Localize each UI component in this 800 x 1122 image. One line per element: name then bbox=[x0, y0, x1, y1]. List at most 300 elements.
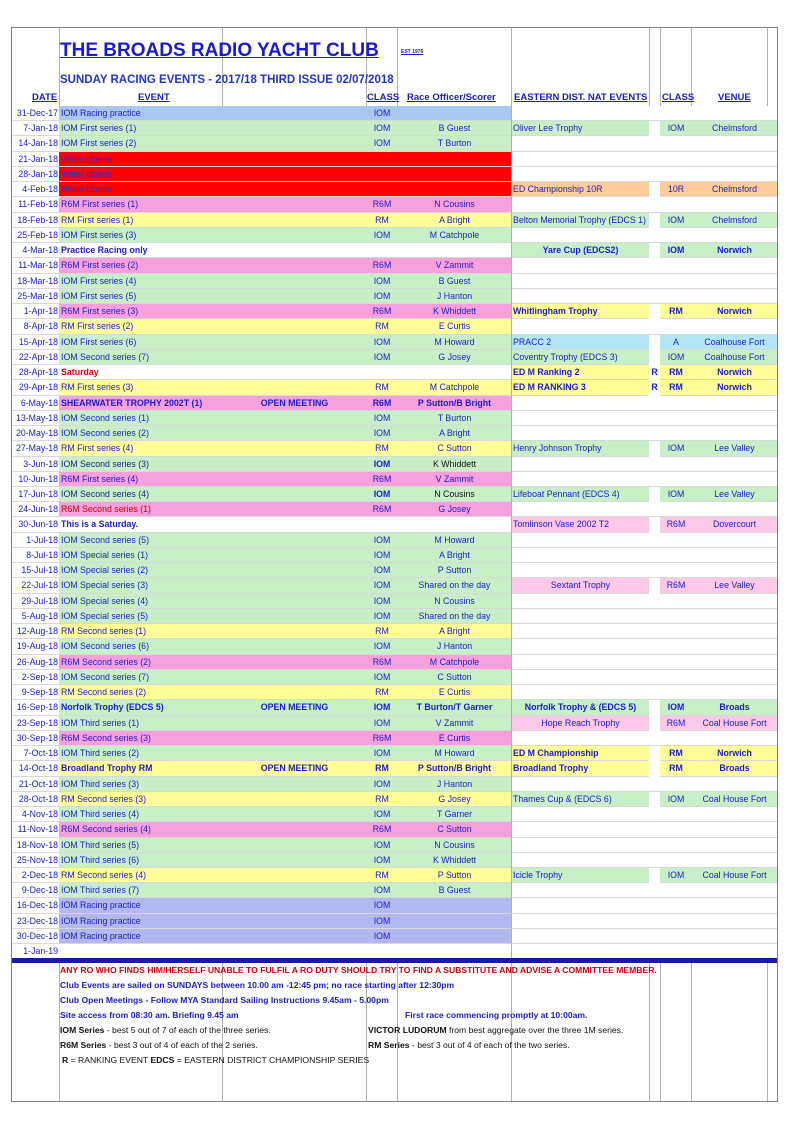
ed-class: IOM bbox=[667, 443, 685, 454]
ed-cell-background bbox=[512, 472, 777, 487]
race-officer: K Whiddett bbox=[432, 854, 477, 865]
eastern-district-event: Tomlinson Vase 2002 T2 bbox=[513, 519, 610, 530]
event-name: IOM Second series (1) bbox=[61, 412, 149, 423]
table-row bbox=[12, 213, 777, 228]
table-row bbox=[12, 274, 777, 289]
ed-cell-background bbox=[512, 533, 777, 548]
race-officer: M Howard bbox=[434, 534, 475, 545]
table-row bbox=[12, 396, 777, 411]
table-row bbox=[12, 670, 777, 685]
ed-venue: Lee Valley bbox=[714, 443, 755, 454]
event-date: 23-Dec-18 bbox=[16, 915, 58, 926]
table-row bbox=[12, 868, 777, 883]
event-date: 10-Jun-18 bbox=[18, 473, 58, 484]
event-date: 16-Sep-18 bbox=[16, 702, 58, 713]
table-row bbox=[12, 411, 777, 426]
table-row bbox=[12, 121, 777, 136]
sunday-note: Club Events are sailed on SUNDAYS between 10.00 am -12:45 pm; no race starting after 12:30pm bbox=[60, 980, 455, 990]
table-row bbox=[12, 746, 777, 761]
event-class: IOM bbox=[373, 580, 391, 591]
race-officer: Shared on the day bbox=[418, 580, 491, 591]
event-name: IOM Second series (7) bbox=[61, 351, 149, 362]
event-name: IOM Special series (2) bbox=[61, 565, 149, 576]
event-class: IOM bbox=[373, 412, 391, 423]
race-officer bbox=[398, 929, 511, 944]
site-access-note: Site access from 08:30 am. Briefing 9.45 am bbox=[60, 1010, 239, 1020]
event-class: R6M bbox=[372, 260, 392, 271]
ed-venue: Broads bbox=[719, 763, 750, 774]
ed-cell-background bbox=[512, 914, 777, 929]
event-class: IOM bbox=[373, 534, 391, 545]
ed-cell-background bbox=[512, 624, 777, 639]
ed-class: R6M bbox=[666, 717, 686, 728]
event-date: 28-Apr-18 bbox=[18, 367, 58, 378]
event-class bbox=[367, 152, 397, 167]
header-event: EVENT bbox=[138, 92, 170, 103]
ed-cell-background bbox=[512, 594, 777, 609]
race-officer: P Sutton/B Bright bbox=[417, 763, 492, 774]
event-class bbox=[367, 167, 397, 182]
event-date: 22-Apr-18 bbox=[18, 351, 58, 362]
table-row bbox=[12, 578, 777, 593]
separator-band bbox=[12, 958, 777, 963]
rank-cell-background bbox=[649, 517, 660, 532]
race-officer: P Sutton bbox=[437, 565, 472, 576]
event-name: R6M Second series (2) bbox=[61, 656, 151, 667]
header-eastern-district: EASTERN DIST. NAT EVENTS bbox=[514, 92, 648, 103]
ed-cell-background bbox=[512, 136, 777, 151]
event-date: 11-Feb-18 bbox=[18, 199, 58, 210]
table-row bbox=[12, 182, 777, 197]
event-name: IOM Third series (5) bbox=[61, 839, 140, 850]
rm-series-note: RM Series - best 3 out of 4 of each of the two series. bbox=[368, 1040, 570, 1050]
event-name: R6M First series (3) bbox=[61, 306, 139, 317]
event-class: R6M bbox=[372, 473, 392, 484]
first-race-note: First race commencing promptly at 10:00am. bbox=[405, 1010, 588, 1020]
eastern-district-event: ED M Ranking 2 bbox=[513, 367, 580, 378]
event-date: 8-Apr-18 bbox=[23, 321, 58, 332]
event-class: RM bbox=[375, 793, 389, 804]
race-officer: N Cousins bbox=[434, 199, 475, 210]
rank-cell-background bbox=[649, 213, 660, 228]
eastern-district-event: ED Championship 10R bbox=[513, 184, 603, 195]
race-officer: A Bright bbox=[439, 549, 470, 560]
ed-venue: Coal House Fort bbox=[702, 870, 767, 880]
event-date: 15-Apr-18 bbox=[18, 336, 58, 347]
ed-venue: Coalhouse Fort bbox=[704, 336, 765, 347]
event-class: IOM bbox=[373, 549, 391, 560]
event-date: 29-Jul-18 bbox=[21, 595, 58, 606]
ed-venue: Lee Valley bbox=[714, 580, 755, 591]
event-date: 9-Sep-18 bbox=[21, 687, 58, 698]
event-date: 4-Feb-18 bbox=[22, 184, 58, 195]
event-date: 21-Oct-18 bbox=[18, 778, 58, 789]
table-header bbox=[12, 91, 777, 106]
event-class: R6M bbox=[372, 656, 392, 667]
event-class: RM bbox=[375, 870, 389, 880]
event-date: 15-Jul-18 bbox=[21, 565, 58, 576]
ed-class: RM bbox=[669, 382, 683, 393]
table-row bbox=[12, 898, 777, 913]
ed-cell-background bbox=[512, 822, 777, 837]
event-name: IOM Third series (3) bbox=[61, 778, 140, 789]
race-officer: E Curtis bbox=[438, 321, 471, 332]
event-class: IOM bbox=[373, 123, 391, 134]
rank-cell-background bbox=[649, 121, 660, 136]
table-row bbox=[12, 548, 777, 563]
ed-cell-background bbox=[512, 274, 777, 289]
event-name: R6M First series (1) bbox=[61, 199, 139, 210]
event-date: 8-Jul-18 bbox=[26, 549, 58, 560]
rank-cell-background bbox=[649, 441, 660, 456]
event-name: Norfolk Trophy (EDCS 5) bbox=[61, 702, 164, 713]
rank-cell-background bbox=[649, 746, 660, 761]
race-officer: G Josey bbox=[438, 351, 471, 362]
ed-cell-background bbox=[512, 563, 777, 578]
header-class: CLASS bbox=[367, 92, 400, 103]
event-class: IOM bbox=[373, 915, 391, 926]
ed-venue: Lee Valley bbox=[714, 489, 755, 499]
event-name: This is a Saturday. bbox=[61, 519, 139, 530]
ed-cell-background bbox=[512, 457, 777, 472]
event-class: RM bbox=[375, 321, 389, 332]
event-date: 29-Apr-18 bbox=[18, 382, 58, 393]
ed-class: RM bbox=[669, 763, 683, 774]
event-class: R6M bbox=[372, 199, 392, 210]
table-row bbox=[12, 685, 777, 700]
ed-cell-background bbox=[512, 106, 777, 121]
ed-venue: Chelmsford bbox=[712, 214, 757, 225]
race-officer: A Bright bbox=[439, 214, 470, 225]
event-name: RM First series (4) bbox=[61, 443, 134, 454]
event-date: 26-Aug-18 bbox=[16, 656, 58, 667]
r6m-series-note: R6M Series - best 3 out of 4 of each of the 2 series. bbox=[60, 1040, 258, 1050]
event-date: 28-Oct-18 bbox=[18, 793, 58, 804]
eastern-district-event: Broadland Trophy bbox=[513, 763, 589, 774]
event-name: RM First series (1) bbox=[61, 214, 134, 225]
open-meeting-label: OPEN MEETING bbox=[260, 763, 329, 774]
open-meeting-label: OPEN MEETING bbox=[260, 702, 329, 713]
event-class: IOM bbox=[373, 641, 391, 652]
ed-venue: Chelmsford bbox=[712, 184, 757, 195]
race-officer: T Burton/T Garner bbox=[416, 702, 493, 713]
victor-ludorum-note: VICTOR LUDORUM from best aggregate over the three 1M series. bbox=[368, 1025, 624, 1035]
event-date: 6-May-18 bbox=[20, 397, 58, 408]
race-officer: A Bright bbox=[439, 428, 470, 439]
race-officer: N Cousins bbox=[434, 595, 475, 606]
ed-class: RM bbox=[669, 367, 683, 378]
table-row bbox=[12, 426, 777, 441]
legend-note: R = RANKING EVENT EDCS = EASTERN DISTRICT CHAMPIONSHIP SERIES bbox=[62, 1055, 370, 1065]
event-class: IOM bbox=[373, 885, 391, 896]
event-date: 18-Mar-18 bbox=[17, 275, 58, 286]
table-row bbox=[12, 639, 777, 654]
table-row bbox=[12, 838, 777, 853]
ed-cell-background bbox=[512, 609, 777, 624]
event-date: 5-Aug-18 bbox=[21, 610, 58, 621]
event-class: R6M bbox=[372, 306, 392, 317]
event-name: IOM Third series (2) bbox=[61, 748, 140, 759]
event-class: IOM bbox=[373, 138, 391, 149]
race-officer: G Josey bbox=[438, 504, 471, 515]
eastern-district-event: Yare Cup (EDCS2) bbox=[542, 245, 619, 256]
event-date: 3-Jun-18 bbox=[23, 458, 58, 469]
event-class: IOM bbox=[373, 290, 391, 301]
event-class: RM bbox=[375, 687, 389, 698]
event-name: IOM Second series (4) bbox=[61, 489, 149, 499]
race-officer bbox=[398, 243, 511, 258]
event-date: 13-May-18 bbox=[15, 412, 58, 423]
table-row bbox=[12, 457, 777, 472]
eastern-district-event: ED M Championship bbox=[513, 748, 599, 759]
race-officer: T Burton bbox=[437, 412, 472, 423]
club-title: THE BROADS RADIO YACHT CLUB bbox=[60, 40, 379, 61]
race-officer: M Catchpole bbox=[429, 229, 480, 240]
table-row bbox=[12, 350, 777, 365]
race-officer: J Hanton bbox=[436, 290, 473, 301]
event-name: R6M First series (2) bbox=[61, 260, 139, 271]
event-date: 1-Jul-18 bbox=[26, 534, 58, 545]
ed-cell-background bbox=[512, 929, 777, 944]
eastern-district-event: ED M RANKING 3 bbox=[513, 382, 586, 393]
event-name: IOM Second series (7) bbox=[61, 671, 149, 682]
race-officer: M Catchpole bbox=[429, 382, 480, 393]
ed-class: IOM bbox=[667, 702, 685, 713]
event-date: 28-Jan-18 bbox=[18, 168, 58, 179]
ed-cell-background bbox=[512, 411, 777, 426]
table-row bbox=[12, 777, 777, 792]
rank-cell-background bbox=[649, 868, 660, 883]
ed-class: IOM bbox=[667, 214, 685, 225]
rank-cell-background bbox=[649, 350, 660, 365]
table-row bbox=[12, 517, 777, 532]
event-class: IOM bbox=[373, 108, 391, 118]
table-row bbox=[12, 136, 777, 151]
event-class: IOM bbox=[373, 930, 391, 941]
ed-venue: Coal House Fort bbox=[702, 793, 767, 804]
event-name: IOM First series (5) bbox=[61, 290, 137, 301]
event-name: IOM Racing practice bbox=[61, 900, 141, 911]
event-name: IOM Second series (3) bbox=[61, 458, 149, 469]
rank-cell-background bbox=[649, 335, 660, 350]
ed-class: IOM bbox=[667, 351, 685, 362]
race-officer: A Bright bbox=[439, 626, 470, 637]
race-officer: M Howard bbox=[434, 336, 475, 347]
eastern-district-event: Thames Cup & (EDCS 6) bbox=[513, 793, 612, 804]
event-date: 19-Aug-18 bbox=[16, 641, 58, 652]
event-name: Water closed bbox=[61, 153, 113, 164]
event-class: IOM bbox=[373, 275, 391, 286]
iom-series-note: IOM Series - best 5 out of 7 of each of the three series. bbox=[60, 1025, 271, 1035]
event-name: Practice Racing only bbox=[61, 245, 148, 256]
table-row bbox=[12, 380, 777, 395]
event-name: IOM First series (2) bbox=[61, 138, 137, 149]
ed-class: R6M bbox=[666, 580, 686, 591]
rank-cell-background bbox=[649, 578, 660, 593]
event-date: 11-Nov-18 bbox=[17, 824, 58, 835]
ed-cell-background bbox=[512, 838, 777, 853]
race-officer: Shared on the day bbox=[418, 610, 491, 621]
event-name: RM Second series (3) bbox=[61, 793, 147, 804]
race-officer: J Hanton bbox=[436, 778, 473, 789]
rank-cell-background bbox=[649, 243, 660, 258]
ed-cell-background bbox=[512, 807, 777, 822]
race-officer: C Sutton bbox=[437, 824, 472, 835]
event-date: 9-Dec-18 bbox=[21, 885, 58, 896]
table-row bbox=[12, 304, 777, 319]
event-class: RM bbox=[375, 626, 389, 637]
ed-class: 10R bbox=[667, 184, 685, 195]
event-date: 2-Sep-18 bbox=[21, 671, 58, 682]
event-date: 1-Apr-18 bbox=[23, 306, 58, 317]
race-officer bbox=[398, 517, 511, 532]
event-name: IOM Racing practice bbox=[61, 108, 141, 118]
ed-venue: Broads bbox=[719, 702, 750, 713]
race-officer bbox=[398, 106, 511, 121]
eastern-district-event: Lifeboat Pennant (EDCS 4) bbox=[513, 489, 620, 499]
event-date: 1-Jan-19 bbox=[23, 946, 58, 957]
ed-cell-background bbox=[512, 228, 777, 243]
event-name: IOM Second series (6) bbox=[61, 641, 149, 652]
table-row bbox=[12, 563, 777, 578]
event-date: 12-Aug-18 bbox=[16, 626, 58, 637]
event-date: 4-Nov-18 bbox=[21, 809, 58, 820]
ed-venue: Dovercourt bbox=[712, 519, 757, 530]
race-officer: K Whiddett bbox=[432, 458, 477, 469]
table-row bbox=[12, 700, 777, 715]
table-row bbox=[12, 609, 777, 624]
event-date: 30-Jun-18 bbox=[18, 519, 58, 530]
ed-cell-background bbox=[512, 152, 777, 167]
table-row bbox=[12, 243, 777, 258]
rank-cell-background bbox=[649, 182, 660, 197]
ranking-marker: R bbox=[651, 382, 658, 393]
table-row bbox=[12, 502, 777, 517]
ed-cell-background bbox=[512, 426, 777, 441]
event-date: 4-Mar-18 bbox=[22, 245, 58, 256]
event-class: IOM bbox=[373, 489, 391, 499]
race-officer: V Zammit bbox=[435, 717, 474, 728]
header-race-officer: Race Officer/Scorer bbox=[407, 92, 496, 103]
race-officer: N Cousins bbox=[434, 489, 475, 499]
event-name: R6M Second series (3) bbox=[61, 732, 151, 743]
race-officer: M Catchpole bbox=[429, 656, 480, 667]
event-name: IOM First series (4) bbox=[61, 275, 137, 286]
ed-class: R6M bbox=[666, 519, 686, 530]
event-name: Saturday bbox=[61, 367, 99, 378]
event-class: IOM bbox=[373, 900, 391, 911]
event-class: IOM bbox=[373, 610, 391, 621]
event-class: R6M bbox=[372, 504, 392, 515]
rank-cell-background bbox=[649, 304, 660, 319]
event-class: RM bbox=[375, 763, 389, 774]
header-venue: VENUE bbox=[718, 92, 751, 103]
ed-cell-background bbox=[512, 670, 777, 685]
event-name: RM First series (3) bbox=[61, 382, 134, 393]
event-name: Broadland Trophy RM bbox=[61, 763, 153, 774]
event-name: RM First series (2) bbox=[61, 321, 134, 332]
event-date: 7-Oct-18 bbox=[23, 748, 58, 759]
table-row bbox=[12, 258, 777, 273]
event-name: RM Second series (1) bbox=[61, 626, 147, 637]
table-row bbox=[12, 487, 777, 502]
event-name: IOM Third series (1) bbox=[61, 717, 140, 728]
race-officer: E Curtis bbox=[438, 687, 471, 698]
ed-class: RM bbox=[669, 306, 683, 317]
eastern-district-event: Coventry Trophy (EDCS 3) bbox=[513, 351, 618, 362]
event-name: IOM First series (1) bbox=[61, 123, 137, 134]
ed-cell-background bbox=[512, 396, 777, 411]
ed-class: IOM bbox=[667, 870, 685, 880]
ed-cell-background bbox=[512, 731, 777, 746]
event-date: 30-Sep-18 bbox=[16, 732, 58, 743]
event-date: 2-Dec-18 bbox=[21, 870, 58, 880]
event-date: 21-Jan-18 bbox=[18, 153, 58, 164]
race-officer: B Guest bbox=[438, 885, 471, 896]
event-class: IOM bbox=[373, 671, 391, 682]
race-officer bbox=[398, 914, 511, 929]
ed-cell-background bbox=[512, 548, 777, 563]
table-row bbox=[12, 152, 777, 167]
ed-cell-background bbox=[512, 289, 777, 304]
ed-class: IOM bbox=[667, 123, 685, 134]
table-row bbox=[12, 335, 777, 350]
event-name: R6M Second series (1) bbox=[61, 504, 151, 515]
header-class-2: CLASS bbox=[662, 92, 695, 103]
rank-cell-background bbox=[649, 716, 660, 731]
ed-venue: Coalhouse Fort bbox=[704, 351, 765, 362]
race-officer: P Sutton/B Bright bbox=[417, 397, 492, 408]
event-class: RM bbox=[375, 214, 389, 225]
table-row bbox=[12, 883, 777, 898]
event-class: IOM bbox=[373, 854, 391, 865]
event-name: IOM Third series (6) bbox=[61, 854, 140, 865]
event-class: RM bbox=[375, 443, 389, 454]
eastern-district-event: Norfolk Trophy & (EDCS 5) bbox=[524, 702, 637, 713]
event-name: SHEARWATER TROPHY 2002T (1) bbox=[61, 397, 203, 408]
event-name: RM Second series (4) bbox=[61, 870, 147, 880]
event-name: R6M First series (4) bbox=[61, 473, 139, 484]
table-row bbox=[12, 792, 777, 807]
event-date: 7-Jan-18 bbox=[23, 123, 58, 134]
event-date: 11-Mar-18 bbox=[18, 260, 58, 271]
event-name: Water closed bbox=[61, 184, 113, 195]
eastern-district-event: PRACC 2 bbox=[513, 336, 552, 347]
ed-venue: Norwich bbox=[717, 367, 752, 378]
table-row bbox=[12, 624, 777, 639]
schedule-subtitle: SUNDAY RACING EVENTS - 2017/18 THIRD ISSUE 02/07/2018 bbox=[60, 74, 394, 86]
table-row bbox=[12, 365, 777, 380]
rank-cell-background bbox=[649, 792, 660, 807]
race-officer: T Garner bbox=[436, 809, 473, 820]
event-date: 27-May-18 bbox=[15, 443, 58, 454]
event-name: IOM Racing practice bbox=[61, 930, 141, 941]
event-date: 18-Feb-18 bbox=[17, 214, 58, 225]
event-name: RM Second series (2) bbox=[61, 687, 147, 698]
ed-cell-background bbox=[512, 853, 777, 868]
table-row bbox=[12, 289, 777, 304]
ed-venue: Norwich bbox=[717, 748, 752, 759]
race-officer: V Zammit bbox=[435, 260, 474, 271]
race-officer: T Burton bbox=[437, 138, 472, 149]
eastern-district-event: Belton Memorial Trophy (EDCS 1) bbox=[513, 214, 646, 225]
ed-venue: Coal House Fort bbox=[702, 717, 767, 728]
ed-venue: Norwich bbox=[717, 306, 752, 317]
event-class: IOM bbox=[373, 428, 391, 439]
table-row bbox=[12, 197, 777, 212]
race-officer bbox=[398, 898, 511, 913]
table-row bbox=[12, 807, 777, 822]
